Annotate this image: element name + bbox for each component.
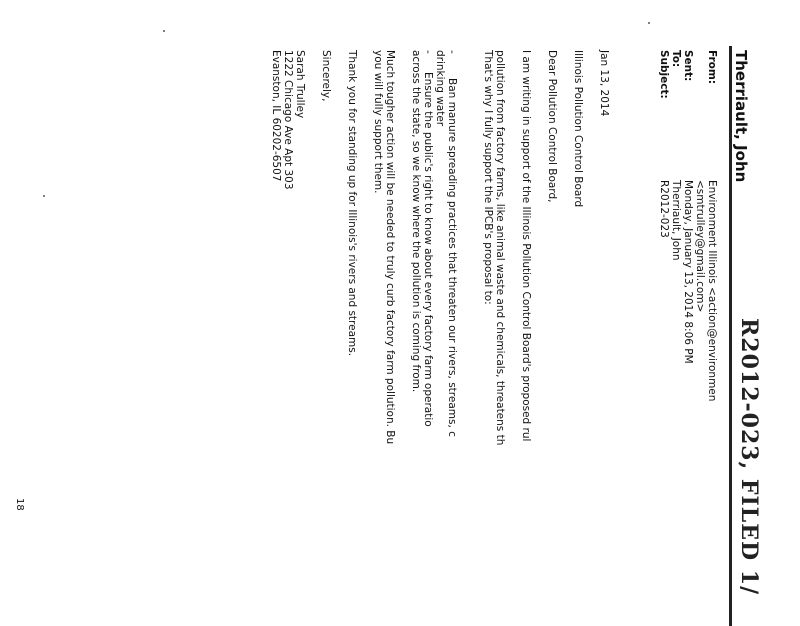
- scan-speck: [163, 30, 165, 32]
- letter-salutation: Dear Pollution Control Board,: [546, 50, 558, 203]
- intro-line: I am writing in support of the Illinois Pollution Control Board's proposed rul: [520, 50, 532, 442]
- bullet-line: Ban manure spreading practices that threaten our rivers, streams, c: [446, 78, 458, 437]
- header-label: Subject:: [658, 50, 670, 99]
- intro-line: pollution from factory farms, like animal waste and chemicals, threatens th: [494, 50, 506, 446]
- bullet-line: across the state, so we know where the pollution is coming from.: [410, 50, 422, 393]
- bullet-line: Ensure the public's right to know about every factory farm operatio: [422, 72, 434, 427]
- bullet-dash: -: [422, 50, 434, 54]
- signature-address: 1222 Chicago Ave Apt 303: [282, 50, 294, 190]
- header-label: From:: [706, 50, 718, 85]
- header-label: To:: [670, 50, 682, 68]
- bullet-dash: -: [446, 50, 458, 54]
- signoff: Sincerely,: [320, 50, 332, 102]
- page-number: 18: [14, 498, 25, 511]
- thanks-line: Thank you for standing up for Illinois's rivers and streams.: [346, 50, 358, 357]
- signature-name: Sarah Trulley: [294, 50, 306, 119]
- to-value: Therriault, John: [670, 180, 682, 261]
- letter-date: Jan 13, 2014: [598, 50, 610, 117]
- sender-name: Therriault, John: [732, 50, 750, 183]
- subject-value: R2012-023: [658, 180, 670, 238]
- letter-recipient: Illinois Pollution Control Board: [572, 50, 584, 208]
- sent-value: Monday, January 13, 2014 8:06 PM: [682, 180, 694, 364]
- header-rule: [729, 46, 732, 626]
- closing-line: you will fully support them.: [372, 50, 384, 194]
- scan-speck: [43, 195, 45, 197]
- from-value: Environment Illinois <action@environmen: [706, 180, 718, 402]
- intro-line: That's why I fully support the IPCB's proposal to:: [482, 50, 494, 305]
- closing-line: Much tougher action will be needed to truly curb factory farm pollution. Bu: [384, 50, 396, 445]
- bullet-line: drinking water: [434, 50, 446, 127]
- signature-city: Evanston, IL 60202-6507: [270, 50, 282, 182]
- filing-stamp: R2012-023, FILED 1/: [736, 318, 762, 596]
- from-email: <smtrulley@gmail.com>: [694, 180, 706, 313]
- header-label: Sent:: [682, 50, 694, 82]
- scan-speck: [648, 22, 650, 24]
